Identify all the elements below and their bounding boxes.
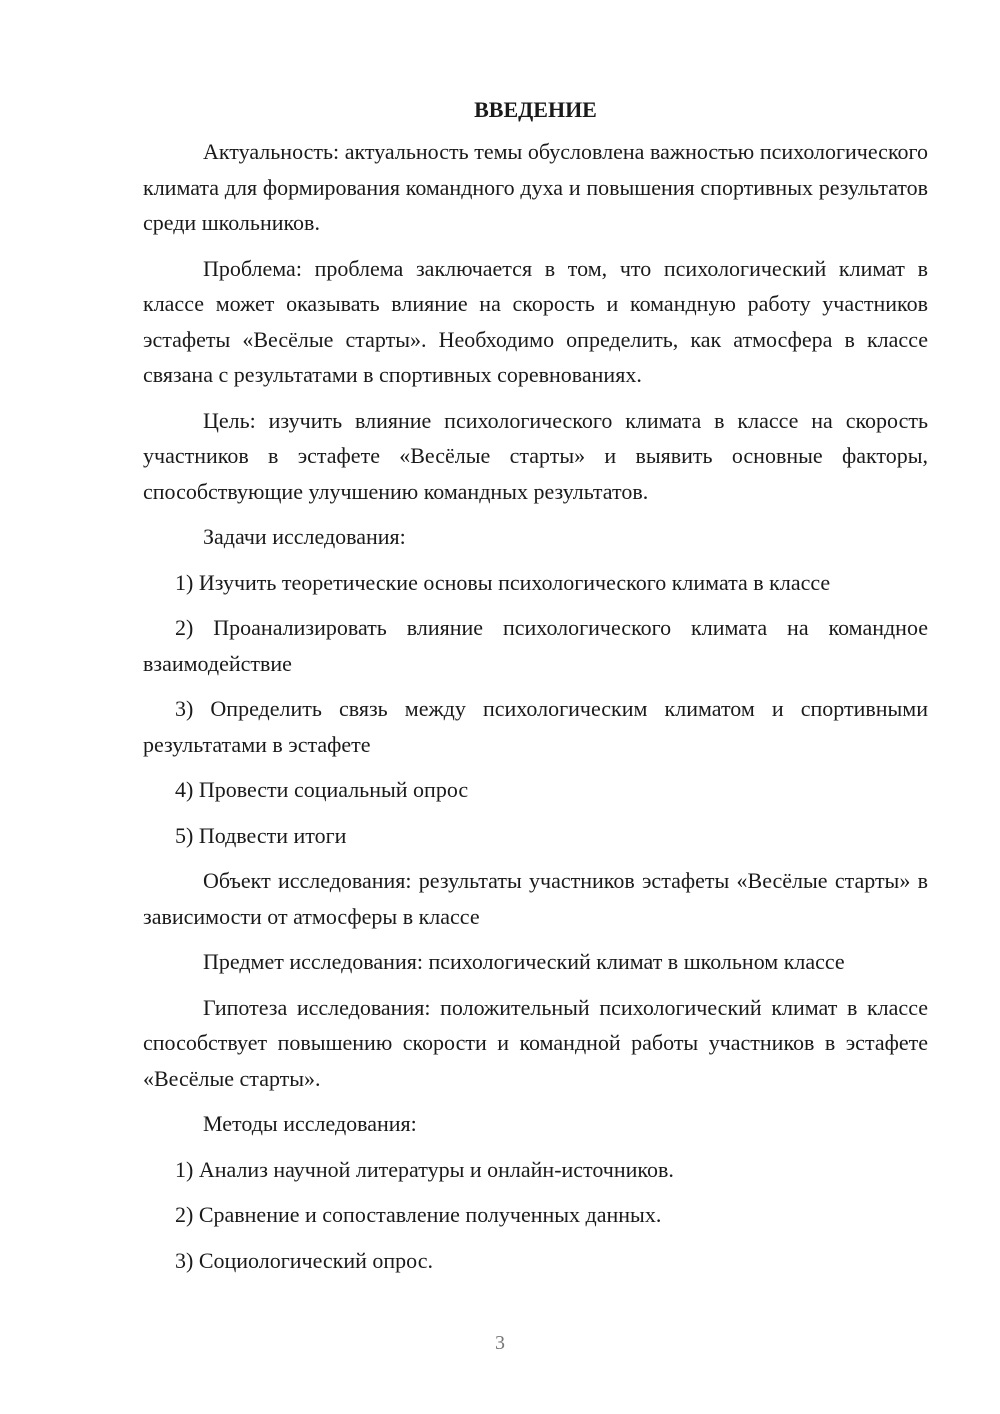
hypothesis-paragraph: Гипотеза исследования: положительный психологический климат в классе способствует повышению скорости и командной работы участников в эстафете «Весёлые старты». xyxy=(143,994,928,1091)
methods-heading: Методы исследования: xyxy=(203,1111,417,1136)
method-item: 3) Социологический опрос. xyxy=(175,1247,433,1273)
goal-paragraph: Цель: изучить влияние психологического климата в классе на скорость участников в эстафете «Весёлые старты» и выявить основные факторы, способствующие улучшению командных результатов. xyxy=(143,407,928,504)
object-paragraph: Объект исследования: результаты участников эстафеты «Весёлые старты» в зависимости от атмосферы в классе xyxy=(143,868,928,929)
method-item: 2) Сравнение и сопоставление полученных данных. xyxy=(175,1202,662,1227)
method-item: 1) Анализ научной литературы и онлайн-источников. xyxy=(175,1156,674,1182)
task-item: 5) Подвести итоги xyxy=(175,822,347,848)
task-item: 4) Провести социальный опрос xyxy=(175,777,469,802)
document-page xyxy=(143,92,928,1288)
problem-paragraph: Проблема: проблема заключается в том, что психологический климат в классе может оказывать влияние на скорость и командную работу участников эстафеты «Весёлые старты». Необходимо определить, как атмосфера в классе связана с результатами в спортивных соревнованиях. xyxy=(143,255,928,387)
task-item: 1) Изучить теоретические основы психологического климата в классе xyxy=(175,569,831,595)
task-item: 2) Проанализировать влияние психологического климата на командное взаимодействие xyxy=(143,615,928,676)
page-title: ВВЕДЕНИЕ xyxy=(474,97,597,122)
tasks-heading: Задачи исследования: xyxy=(203,524,406,549)
task-item: 3) Определить связь между психологическим климатом и спортивными результатами в эстафете xyxy=(143,696,928,757)
subject-paragraph: Предмет исследования: психологический климат в школьном классе xyxy=(203,949,845,974)
relevance-paragraph: Актуальность: актуальность темы обусловлена важностью психологического климата для формирования командного духа и повышения спортивных результатов среди школьников. xyxy=(143,139,928,235)
page-number: 3 xyxy=(495,1332,505,1354)
